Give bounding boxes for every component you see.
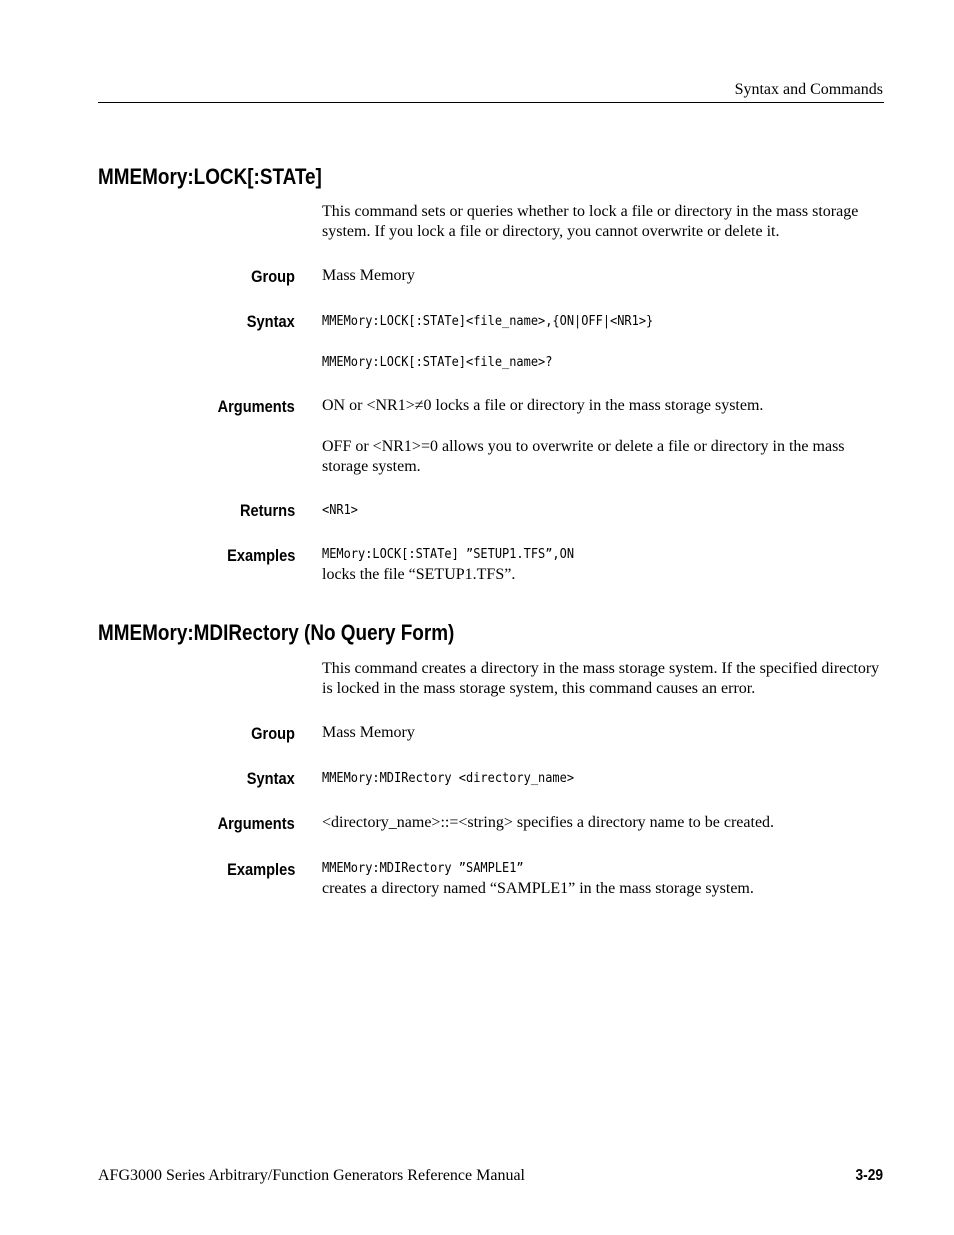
running-header: Syntax and Commands xyxy=(734,81,883,98)
lock-description: This command sets or queries whether to lock a file or directory in the mass storage system. If you lock a file or directory, you cannot overwrite or delete it. xyxy=(322,203,859,240)
mdirectory-syntax-line xyxy=(322,768,884,789)
mdirectory-description: This command creates a directory in the mass storage system. If the specified directory is locked in the mass storage system, this command causes an error. xyxy=(322,660,880,697)
footer-page-number: 3-29 xyxy=(855,1167,883,1184)
mdirectory-syntax-label: Syntax xyxy=(247,769,295,788)
mdirectory-syntax-code: MMEMory:MDIRectory <directory_name> xyxy=(322,771,575,786)
footer-manual-title: AFG3000 Series Arbitrary/Function Generators Reference Manual xyxy=(98,1167,525,1184)
lock-returns-value-line xyxy=(322,500,884,521)
lock-examples-label: Examples xyxy=(226,546,295,565)
lock-syntax-code-2: MMEMory:LOCK[:STATe]<file_name>? xyxy=(322,355,553,370)
lock-group-value: Mass Memory xyxy=(322,267,415,284)
header-rule xyxy=(98,102,884,103)
mdirectory-group-label: Group xyxy=(251,724,295,743)
lock-syntax-line-2 xyxy=(322,352,884,373)
lock-example-desc: locks the file “SETUP1.TFS”. xyxy=(322,566,516,583)
mdirectory-group-value: Mass Memory xyxy=(322,724,415,741)
lock-group-label: Group xyxy=(251,267,295,286)
mdirectory-arguments-label: Arguments xyxy=(217,814,295,833)
lock-example xyxy=(322,545,884,585)
mdirectory-examples-label: Examples xyxy=(226,860,295,879)
section-title-mdirectory: MMEMory:MDIRectory (No Query Form) xyxy=(98,620,455,645)
lock-arguments-label: Arguments xyxy=(217,397,295,416)
lock-example-code: MEMory:LOCK[:STATe] ”SETUP1.TFS”,ON xyxy=(322,547,575,562)
lock-argument-on: ON or <NR1>≠0 locks a file or directory in the mass storage system. xyxy=(322,397,764,414)
mdirectory-example xyxy=(322,859,884,899)
mdirectory-example-desc: creates a directory named “SAMPLE1” in the mass storage system. xyxy=(322,880,754,897)
lock-argument-off: OFF or <NR1>=0 allows you to overwrite or delete a file or directory in the mass storage system. xyxy=(322,438,845,475)
lock-syntax-label: Syntax xyxy=(247,312,295,331)
lock-returns-label: Returns xyxy=(239,501,295,520)
mdirectory-argument: <directory_name>::=<string> specifies a directory name to be created. xyxy=(322,814,775,831)
mdirectory-example-code: MMEMory:MDIRectory ”SAMPLE1” xyxy=(322,861,524,876)
lock-syntax-line-1 xyxy=(322,311,884,332)
section-title-lock: MMEMory:LOCK[:STATe] xyxy=(98,164,322,189)
lock-returns-value: <NR1> xyxy=(322,503,359,518)
lock-syntax-code-1: MMEMory:LOCK[:STATe]<file_name>,{ON|OFF|<NR1>} xyxy=(322,314,654,329)
